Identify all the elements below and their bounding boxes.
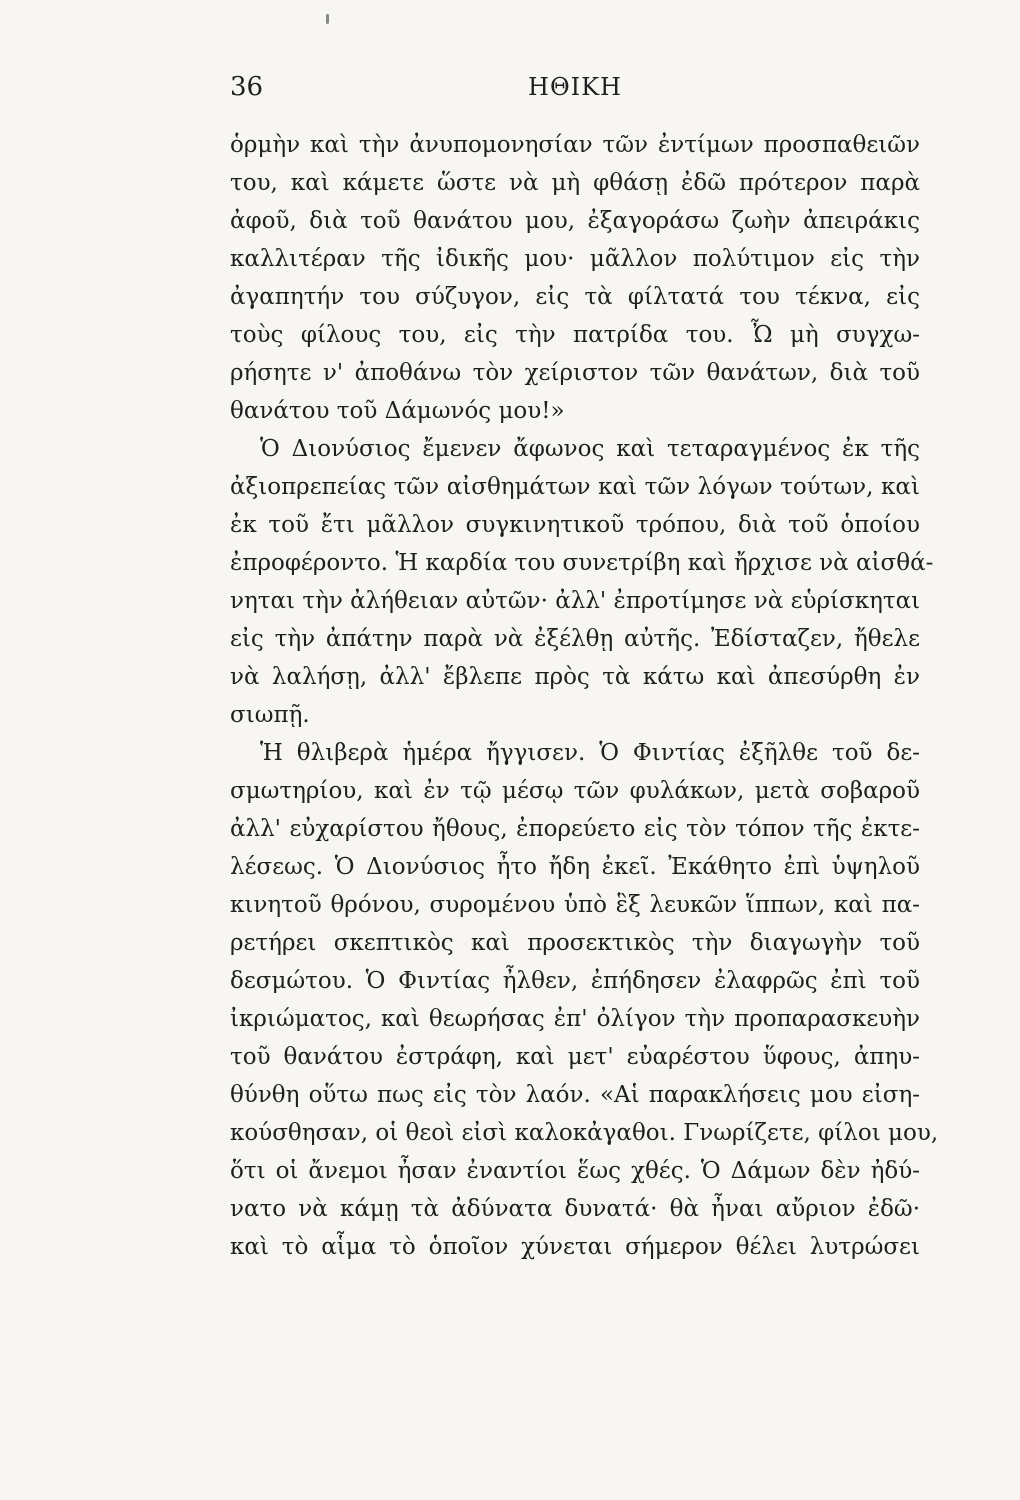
text-line: τοῦ θανάτου ἐστράφη, καὶ μετ' εὐαρέστου ὕφους, ἀπηυ-	[230, 1044, 920, 1070]
text-line: νηται τὴν ἀλήθειαν αὐτῶν· ἀλλ' ἐπροτίμησε νὰ εὑρίσκηται	[230, 588, 921, 614]
text-line: ἀφοῦ, διὰ τοῦ θανάτου μου, ἐξαγοράσω ζωὴν ἀπειράκις	[230, 208, 920, 234]
text-line: ρήσητε ν' ἀποθάνω τὸν χείριστον τῶν θανάτων, διὰ τοῦ	[230, 360, 920, 386]
text-line: δεσμώτου. Ὁ Φιντίας ἦλθεν, ἐπήδησεν ἐλαφρῶς ἐπὶ τοῦ	[230, 968, 920, 994]
ink-mark	[326, 14, 329, 24]
paragraph-start-line: Ἡ θλιβερὰ ἡμέρα ἤγγισεν. Ὁ Φιντίας ἐξῆλθε τοῦ δε-	[260, 740, 920, 766]
page-header	[230, 70, 920, 110]
text-line: τοὺς φίλους του, εἰς τὴν πατρίδα του. Ὦ μὴ συγχω-	[230, 322, 920, 348]
text-line: θανάτου τοῦ Δάμωνός μου!»	[230, 398, 565, 424]
text-line: κινητοῦ θρόνου, συρομένου ὑπὸ ἓξ λευκῶν ἵππων, καὶ πα-	[230, 892, 920, 918]
page-number: 36	[230, 72, 264, 102]
text-line: καλλιτέραν τῆς ἰδικῆς μου· μᾶλλον πολύτιμον εἰς τὴν	[230, 246, 920, 272]
body-text	[230, 126, 939, 1266]
text-line: κούσθησαν, οἱ θεοὶ εἰσὶ καλοκἀγαθοι. Γνωρίζετε, φίλοι μου,	[230, 1120, 939, 1146]
text-line: λέσεως. Ὁ Διονύσιος ἦτο ἤδη ἐκεῖ. Ἐκάθητο ἐπὶ ὑψηλοῦ	[230, 854, 920, 880]
text-line: θύνθη οὕτω πως εἰς τὸν λαόν. «Αἱ παρακλήσεις μου εἰση-	[230, 1082, 920, 1108]
text-line: ἀλλ' εὐχαρίστου ἤθους, ἐπορεύετο εἰς τὸν τόπον τῆς ἐκτε-	[230, 816, 920, 842]
text-line: νατο νὰ κάμῃ τὰ ἀδύνατα δυνατά· θὰ ἦναι αὔριον ἐδῶ·	[230, 1196, 920, 1222]
text-line: ὅτι οἱ ἄνεμοι ἦσαν ἐναντίοι ἕως χθές. Ὁ Δάμων δὲν ἠδύ-	[230, 1158, 920, 1184]
text-line: του, καὶ κάμετε ὥστε νὰ μὴ φθάσῃ ἐδῶ πρότερον παρὰ	[230, 170, 920, 196]
text-line: νὰ λαλήσῃ, ἀλλ' ἔβλεπε πρὸς τὰ κάτω καὶ ἀπεσύρθη ἐν	[230, 664, 920, 690]
text-line: σμωτηρίου, καὶ ἐν τῷ μέσῳ τῶν φυλάκων, μετὰ σοβαροῦ	[230, 778, 920, 804]
text-line: καὶ τὸ αἷμα τὸ ὁποῖον χύνεται σήμερον θέλει λυτρώσει	[230, 1234, 920, 1260]
text-line: ἐκ τοῦ ἔτι μᾶλλον συγκινητικοῦ τρόπου, διὰ τοῦ ὁποίου	[230, 512, 920, 538]
text-line: σιωπῇ.	[230, 702, 310, 728]
text-line: ἀξιοπρεπείας τῶν αἰσθημάτων καὶ τῶν λόγων τούτων, καὶ	[230, 474, 920, 500]
running-title: ΗΘΙΚΗ	[528, 73, 622, 101]
text-line: ἀγαπητήν του σύζυγον, εἰς τὰ φίλτατά του τέκνα, εἰς	[230, 284, 920, 310]
text-line: ἰκριώματος, καὶ θεωρήσας ἐπ' ὀλίγον τὴν προπαρασκευὴν	[230, 1006, 920, 1032]
text-line: ρετήρει σκεπτικὸς καὶ προσεκτικὸς τὴν διαγωγὴν τοῦ	[230, 930, 920, 956]
text-line: ὁρμὴν καὶ τὴν ἀνυπομονησίαν τῶν ἐντίμων προσπαθειῶν	[230, 132, 920, 158]
text-line: ἐπροφέροντο. Ἡ καρδία του συνετρίβη καὶ ἤρχισε νὰ αἰσθά-	[230, 550, 934, 576]
paragraph-start-line: Ὁ Διονύσιος ἔμενεν ἄφωνος καὶ τεταραγμένος ἐκ τῆς	[260, 436, 920, 462]
text-line: εἰς τὴν ἀπάτην παρὰ νὰ ἐξέλθῃ αὐτῆς. Ἐδίσταζεν, ἤθελε	[230, 626, 920, 652]
